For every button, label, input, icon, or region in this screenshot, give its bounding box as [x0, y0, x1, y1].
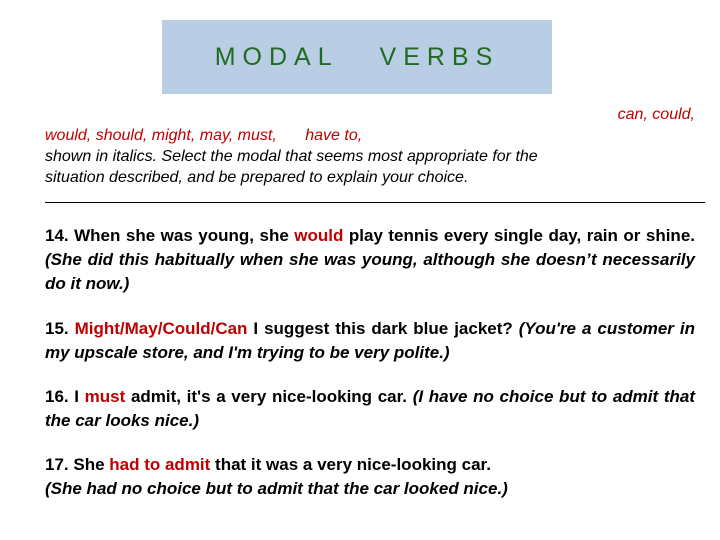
title-banner: [162, 20, 552, 94]
item-modal: had to admit: [109, 455, 211, 474]
item-note: (She did this habitually when she was young, although she doesn’t necessarily do it now.): [45, 250, 695, 293]
exercise-item-17: [45, 453, 695, 501]
intro-text: [45, 104, 695, 188]
exercise-item-14: [45, 224, 695, 296]
page-title: MODAL VERBS: [214, 42, 500, 71]
exercise-item-16: [45, 385, 695, 433]
item-modal: would: [294, 226, 344, 245]
item-note: (You're a customer in my upscale store, and I'm trying to be very polite.): [45, 319, 695, 362]
item-note: (She had no choice but to admit that the car looked nice.): [45, 479, 508, 498]
intro-line-2: [45, 125, 695, 146]
item-text: play tennis every single day, rain or shine.: [343, 226, 695, 245]
intro-modals-list: would, should, might, may, must,: [45, 127, 277, 144]
item-text: that it was a very nice-looking car.: [210, 455, 491, 474]
exercise-item-15: [45, 317, 695, 365]
intro-line-3: shown in italics. Select the modal that seems most appropriate for the: [45, 148, 538, 165]
item-text: 15.: [45, 319, 75, 338]
item-modal: must: [84, 387, 126, 406]
intro-line-1: [45, 104, 695, 125]
item-text: 14. When she was young, she: [45, 226, 295, 245]
item-modal: Might/May/Could/Can: [74, 319, 248, 338]
intro-modal-have-to: have to,: [305, 127, 363, 144]
item-note: (I have no choice but to admit that the car looks nice.): [45, 387, 695, 430]
item-text: 16. I: [45, 387, 85, 406]
intro-line-4: situation described, and be prepared to explain your choice.: [45, 169, 469, 186]
divider: [45, 202, 705, 203]
item-text: I suggest this dark blue jacket?: [247, 319, 519, 338]
intro-modals-red: can, could,: [617, 106, 695, 123]
item-text: 17. She: [45, 455, 110, 474]
item-text: admit, it's a very nice-looking car.: [125, 387, 413, 406]
